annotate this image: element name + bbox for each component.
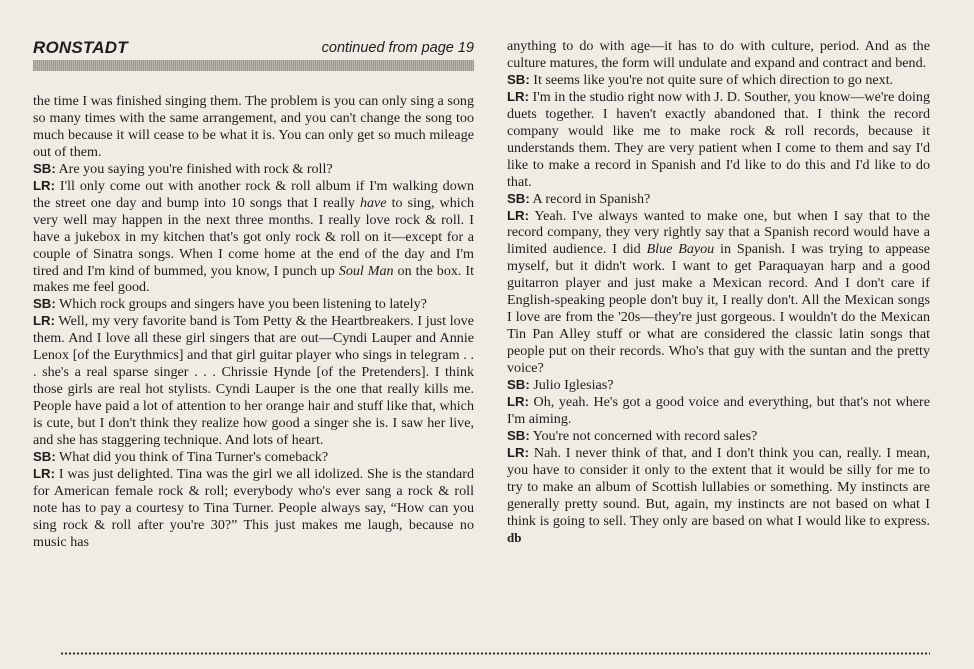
song-title: Blue Bayou — [646, 241, 715, 258]
paragraph — [507, 394, 930, 428]
paragraph — [33, 178, 474, 297]
paragraph-text: the time I was finished singing them. The problem is you can only sing a song so many times with the same arrangement, and you can't change the song too much because it will cease to be what it is. You can only get so much mileage out of them. — [33, 93, 474, 160]
paragraph-text: You're not concerned with record sales? — [532, 427, 758, 444]
paragraph-text: What did you think of Tina Turner's comeback? — [59, 449, 329, 466]
right-column — [507, 38, 930, 547]
paragraph-text: Oh, yeah. He's got a good voice and everything, but that's not where I'm aiming. — [507, 394, 930, 427]
speaker-label: SB: — [33, 160, 56, 176]
emphasis-text: have — [359, 194, 387, 211]
speaker-label: SB: — [507, 190, 530, 206]
speaker-label: LR: — [507, 444, 529, 460]
paragraph-text: on the box. It makes me feel good. — [33, 262, 474, 296]
speaker-label: LR: — [33, 465, 55, 481]
paragraph-text: I'm in the studio right now with J. D. Souther, you know—we're doing duets together. I haven't exactly abandoned that. I think the record company would like me to make rock & roll records, because it understands them. They are very patient when I come to them and say I'd like to make a record in Spanish and I'd like to do this and I'd like to do that. — [507, 88, 931, 190]
paragraph — [507, 38, 930, 72]
paragraph-text: Nah. I never think of that, and I don't think you can, really. I mean, you have to consider it only to the extent that it would be silly for me to try to make an album of Scottish lullabies or something. My instincts are generally pretty sound. But, again, my instincts are not based on what I think is going to sell. They only are based on what I would like to express. — [507, 444, 931, 529]
author-signature: db — [507, 529, 522, 545]
paragraph — [507, 89, 930, 191]
speaker-label: LR: — [507, 88, 529, 104]
speaker-label: LR: — [507, 394, 529, 410]
paragraph — [507, 445, 930, 547]
header-rule — [33, 60, 474, 71]
paragraph — [33, 161, 474, 178]
speaker-label: SB: — [507, 71, 530, 87]
paragraph — [507, 208, 930, 378]
paragraph — [33, 466, 474, 551]
paragraph-text: Julio Iglesias? — [533, 377, 614, 394]
paragraph — [33, 313, 474, 449]
speaker-label: SB: — [33, 449, 56, 465]
paragraph — [33, 296, 474, 313]
paragraph-text: anything to do with age—it has to do with culture, period. And as the culture matures, the form will undulate and expand and contract and bend. — [507, 38, 930, 71]
article-title: RONSTADT — [33, 38, 128, 57]
paragraph — [507, 72, 930, 89]
paragraph — [507, 191, 930, 208]
paragraph — [33, 449, 474, 466]
paragraph — [507, 428, 930, 445]
paragraph-text: Are you saying you're finished with rock & roll? — [58, 160, 333, 177]
paragraph-text: It seems like you're not quite sure of which direction to go next. — [533, 71, 894, 88]
paragraph — [507, 377, 930, 394]
paragraph-text: I was just delighted. Tina was the girl we all idolized. She is the standard for American female rock & roll; everybody who's ever sang a rock & roll note has to pay a courtesy to Tina Turner. People always say, “How can you sing rock & roll after you're 30?” This just makes me laugh, because no music has — [33, 465, 474, 550]
paragraph-text: to sing, which very well may happen in the next three months. I really love rock & roll. I have a jukebox in my kitchen that's got only rock & roll on it—except for a couple of Sinatra songs. When I come home at the end of the day and I'm tired and I'm kind of bummed, you know, I punch up — [33, 194, 474, 279]
paragraph-text: A record in Spanish? — [532, 190, 651, 207]
continued-note: continued from page 19 — [321, 40, 474, 56]
speaker-label: SB: — [33, 296, 56, 312]
paragraph-text: Well, my very favorite band is Tom Petty & the Heartbreakers. I just love them. And I love all these girl singers that are out—Cyndi Lauper and Annie Lenox [of the Eurythmics] and that girl guitar player who sings in telegram . . . she's a real sparse singer . . . Chrissie Hynde [of the Pretenders]. I think those girls are real hot stylists. Cyndi Lauper is the one that really kills me. People have paid a lot of attention to her orange hair and stuff like that, which is cute, but I don't think they realize how good a singer she is. I saw her live, and she has staggering technique. And lots of heart. — [33, 313, 474, 449]
song-title: Soul Man — [338, 262, 394, 279]
paragraph-text: Yeah. I've always wanted to make one, but when I say that to the record company, they very rightly say that a Spanish record would have a limited audience. I did — [507, 207, 930, 258]
speaker-label: LR: — [507, 207, 529, 223]
paragraph — [33, 93, 474, 161]
speaker-label: SB: — [507, 427, 530, 443]
paragraph-text: Which rock groups and singers have you been listening to lately? — [59, 296, 427, 313]
dotted-rule — [60, 652, 930, 655]
speaker-label: LR: — [33, 313, 55, 329]
paragraph-text: I'll only come out with another rock & roll album if I'm walking down the street one day and bump into 10 songs that I really — [33, 177, 475, 211]
left-column — [33, 0, 474, 551]
speaker-label: LR: — [33, 177, 55, 193]
speaker-label: SB: — [507, 377, 530, 393]
paragraph-text: in Spanish. I was trying to appease myself, but it didn't work. I want to get Paraquayan harp and a good guitarron player and just make a Mexican record. And I don't care if English-speaking people don't buy it, I really don't. All the Mexican songs I love are from the '20s—they're just gorgeous. I wouldn't do the Mexican Tin Pan Alley stuff or what are considered the classic latin songs that people put on their records. Who's that guy with the suntan and the pretty voice? — [507, 241, 931, 377]
article-header — [33, 38, 474, 58]
